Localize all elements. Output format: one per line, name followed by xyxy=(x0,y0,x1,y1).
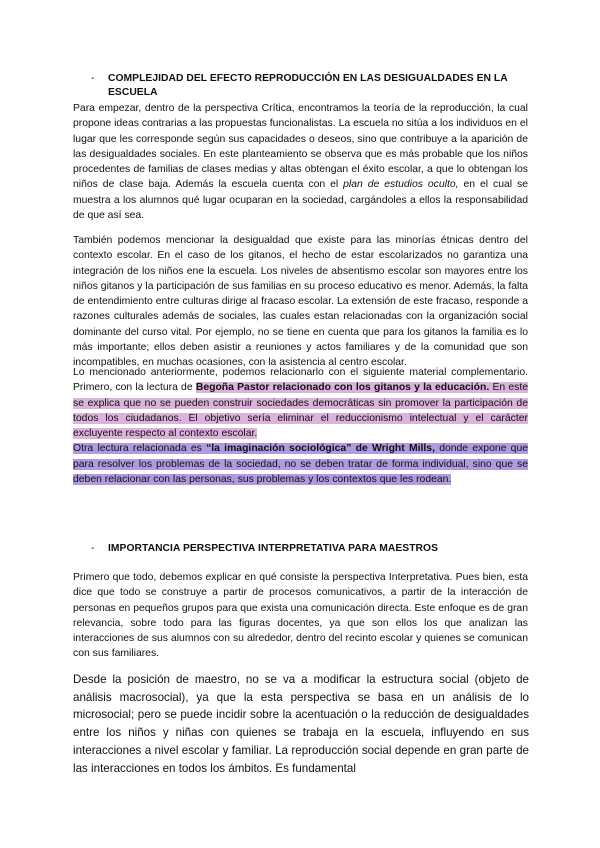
reading-title-pastor: Begoña Pastor relacionado con los gitanos y la educación. xyxy=(195,382,490,394)
highlight-pink-text: En este se explica que no se pueden construir sociedades democráticas sin promover la participación de todos los ciudadanos. El objetivo sería eliminar el reduccionismo intelectual y el carácter excluyente respecto al contexto escolar. xyxy=(73,382,528,439)
section1-heading: COMPLEJIDAD DEL EFECTO REPRODUCCIÓN EN LAS DESIGUALDADES EN LA ESCUELA xyxy=(108,73,508,98)
section1-bullet: - xyxy=(91,73,95,84)
section2-paragraph-2: Desde la posición de maestro, no se va a modificar la estructura social (objeto de análisis macrosocial), ya que la esta perspectiva se basa en un análisis de lo microsocial; pero se puede incidir sobre la acentuación o la reducción de desigualdades entre los niños y niñas con quienes se trabaja en la escuela, influyendo en sus interacciones a nivel escolar y familiar. La reproducción social depende en gran parte de las interacciones en todos los ámbitos. Es fundamental xyxy=(73,673,529,775)
highlight-purple-text-a: Otra lectura relacionada es xyxy=(73,443,207,455)
section2-paragraph-1: Primero que todo, debemos explicar en qué consiste la perspectiva Interpretativa. Pues bien, esta dice que todo se construye a partir de procesos comunicativos, a partir de la interacción de personas en pequeños grupos para que exista una comunicación directa. Este enfoque es de gran relevancia, sobre todo para las figuras docentes, ya que son ellos los que analizan las interacciones de sus alumnos con su alrededor, dentro del recinto escolar y quienes se comunican con sus familiares. xyxy=(73,572,528,660)
highlight-purple-text-b: donde expone que para resolver los problemas de la sociedad, no se deben tratar de forma individual, sino que se deben relacionar con las personas, sus problemas y los contextos que les rodean. xyxy=(73,443,529,485)
section1-p3-intro: Lo mencionado anteriormente, podemos relacionarlo con el siguiente material complementario. Primero, con la lectura de xyxy=(73,367,528,394)
section1-p1-text: Para empezar, dentro de la perspectiva Crítica, encontramos la teoría de la reproducción, la cual propone ideas contrarias a las propuestas funcionalistas. La escuela no sitúa a los individuos en el lugar que les corresponde según sus capacidades o deseos, sino que contribuye a la aparición de las desigualdades sociales. En este planteamiento se observa que es más probable que los niños procedentes de familias de clases medias y altas obtengan el éxito escolar, a que lo obtengan los niños de clase baja. Además la escuela cuenta con el xyxy=(73,103,528,191)
highlight-purple xyxy=(73,443,528,485)
section1-paragraph-2: También podemos mencionar la desigualdad que existe para las minorías étnicas dentro del contexto escolar. En el caso de los gitanos, el hecho de estar escolarizados no garantiza una integración de los niños ene la escuela. Los niveles de absentismo escolar son mayores entre los niños gitanos y la participación de sus familias en su proceso educativo es menor. Además, la falta de entendimiento entre culturas dirige al fracaso escolar. La extensión de este fracaso, responde a razones culturales además de sociales, las cuales estan relacionadas con la organización social dominante del curso vital. Por ejemplo, no se tiene en cuenta que para los gitanos la familia es lo más importante; ellos deben asistir a reuniones y actos familiares y de la comunidad que son incompatibles, en muchas ocasiones, con la asistencia al centro escolar. xyxy=(73,235,528,368)
section1-paragraph-3 xyxy=(73,365,528,487)
section1-p1-italic: plan de estudios oculto, xyxy=(343,179,459,191)
section2-bullet: - xyxy=(91,543,95,554)
reading-title-mills: “la imaginación sociológica” de Wright Mills, xyxy=(206,443,435,455)
section1-paragraph-1 xyxy=(73,101,528,223)
section1-p1-text-end: en el cual se muestra a los alumnos qué lugar ocuparan en la sociedad, cargándoles a ellos la responsabilidad de que así sea. xyxy=(73,179,529,221)
section2-heading: IMPORTANCIA PERSPECTIVA INTERPRETATIVA PARA MAESTROS xyxy=(108,543,439,554)
